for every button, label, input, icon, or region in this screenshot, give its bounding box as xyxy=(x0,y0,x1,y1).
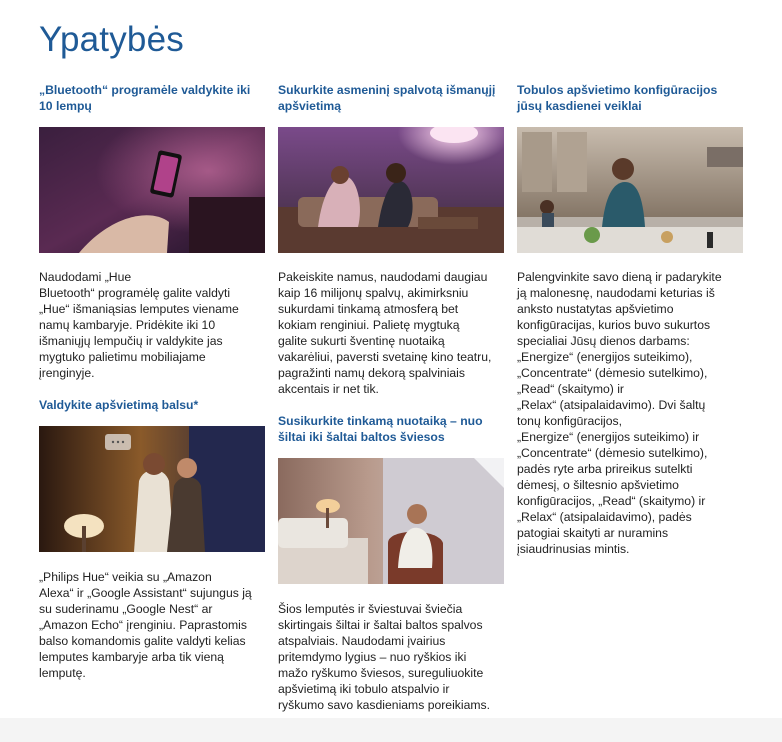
feature-text-scenes: Palengvinkite savo dieną ir padarykite ją malonesnę, naudodami keturias iš anksto nustatytas apšvietimo konfigūracijas, kurios buvo sukurtos specialiai Jūsų dienos darbams: „Energize“ (energijos suteikimo), „Concentrate“ (dėmesio sutelkimo), „Read“ (skaitymo) ir „Relax“ (atsipalaidavimo). Dvi šaltų tonų konfigūracijos, „Energize“ (energijos suteikimo) ir „Concentrate“ (dėmesio sutelkimo), padės ryte arba prireikus sutelkti dėmesį, o šiltesnio apšvietimo konfigūracijos, „Read“ (skaitymo) ir „Relax“ (atsipalaidavimo), padės patogiai skaityti ar nuramins įsiaudrinusias mintis. xyxy=(517,270,722,556)
column-2 xyxy=(278,82,506,713)
feature-text-voice: „Philips Hue“ veikia su „Amazon Alexa“ ir „Google Assistant“ sujungus ją su suderinamu „Google Nest“ ar „Amazon Echo“ įrenginiu. Paprastomis balso komandomis galite valdyti kelias lemputes kambaryje arba tik vieną lemputę. xyxy=(39,570,252,680)
woman-holding-phone-photo xyxy=(39,127,265,253)
page-title: Ypatybės xyxy=(39,20,184,59)
column-1 xyxy=(39,82,267,681)
woman-in-kitchen-photo xyxy=(517,127,743,253)
feature-heading-white: Susikurkite tinkamą nuotaiką – nuo šiltai iki šaltai baltos šviesos xyxy=(278,414,483,444)
couple-at-doorway-photo xyxy=(39,426,265,552)
feature-heading-color: Sukurkite asmeninį spalvotą išmanųjį apšvietimą xyxy=(278,83,496,113)
feature-heading-voice: Valdykite apšvietimą balsu* xyxy=(39,398,199,412)
feature-text-white: Šios lemputės ir šviestuvai šviečia skirtingais šiltai ir šaltai baltos spalvos atspalviais. Naudodami įvairius pritemdymo lygius – nuo ryškios iki mažo ryškumo šviesos, sureguliuokite apšvietimą iki tobulo atspalvio ir ryškumo savo kasdieniams poreikiams. xyxy=(278,602,491,712)
feature-heading-scenes: Tobulos apšvietimo konfigūracijos jūsų kasdienei veiklai xyxy=(517,83,718,113)
page-footer-band xyxy=(0,718,782,742)
feature-text-bluetooth: Naudodami „Hue Bluetooth“ programėlę galite valdyti „Hue“ išmaniąsias lemputes viename namų kambaryje. Pridėkite iki 10 išmaniųjų lempučių ir valdykite jas mygtuko palietimu mobiliajame įrenginyje. xyxy=(39,270,239,380)
feature-text-color: Pakeiskite namus, naudodami daugiau kaip 16 milijonų spalvų, akimirksniu sukurdami tinkamą atmosferą bet kokiam renginiui. Palietę mygtuką galite sukurti šventinę nuotaiką vakarėliui, paversti svetainę kino teatru, pagražinti namų dekorą spalviniais akcentais ir net tik. xyxy=(278,270,492,396)
feature-heading-bluetooth: „Bluetooth“ programėle valdykite iki 10 lempų xyxy=(39,83,251,113)
women-on-sofa-photo xyxy=(278,127,504,253)
man-in-armchair-photo xyxy=(278,458,504,584)
column-3 xyxy=(517,82,745,557)
